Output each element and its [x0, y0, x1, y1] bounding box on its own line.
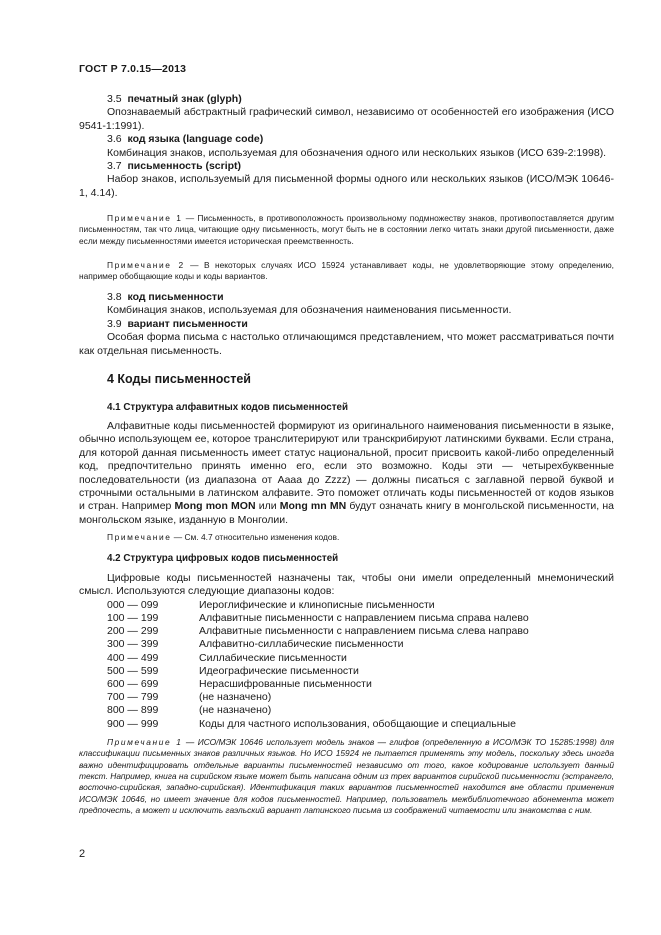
note-1: Примечание 1 — Письменность, в противоположность произвольному подмножеству знаков, противопоставляется другим письменностям, так что лица, читающие одну письменность, могут быть не в состоянии легко читать знаки другой письменности, даже если между письменностями имеется историческая преемственность.: [79, 213, 614, 246]
range-row: 300 — 399 Алфавитно-силлабические письменности: [107, 638, 404, 651]
section-4-heading: 4 Коды письменностей: [107, 372, 251, 386]
section-4-1: 4.1 Структура алфавитных кодов письменностей Алфавитные коды письменностей формируют из оригинального наименования письменности в языке, обычно использующем ее, которое транслитерируют или транскрибируют латинскими буквами. Если страна, для которой данная письменность имеет статус национальной, просит присвоить какой-либо определенный код, предпочтительно принять именно его, если это возможно. Коды эти — четырехбуквенные последовательности (из диапазона от Aaaa до Zzzz) — должны писаться с заглавной первой буквой и строчными остальными в латинском алфавите. Это поможет отличать коды письменностей от кодов языков и стран. Например Mong mon MON или Mong mn MN будут означать книгу в монгольской письменности, на монгольском языке, изданную в Монголии. Примечание — См. 4.7 относительно изменения кодов.: [79, 402, 614, 543]
range-row: 000 — 099 Иероглифические и клинописные письменности: [107, 598, 435, 611]
section-4-2-note: Примечание 1 — ИСО/МЭК 10646 использует модель знаков — глифов (определенную в ИСО/МЭК ТО 15285:1998) для классификации письменных знаков различных языков. Но ИСО 15924 не пытается применять эту модель, поскольку здесь иногда важно идентифицировать отдельные варианты письменностей независимо от того, какое кодирование использует данный текст. Например, книга на сирийском языке может быть написана одним из трех вариантов сирийской письменности (эстрангело, восточно-сирийская, западно-сирийская). Идентификация таких вариантов письменностей находится вне области применения ИСО/МЭК 10646, но имеет значение для кодов письменностей. Например, пользователь межбиблиотечного абонемента может предпочесть, а может и исключить гаэльский вариант латинского письма из соображений читаемости или знакомства с ним.: [79, 736, 614, 816]
term-definition: Опознаваемый абстрактный графический символ, независимо от особенностей его изображения: [107, 106, 585, 119]
range-row: 600 — 699 Нерасшифрованные письменности: [107, 678, 372, 691]
term-3-9: 3.9 вариант письменности: [107, 317, 248, 330]
term-3-5: 3.5 печатный знак (glyph): [107, 93, 242, 105]
term-definition: Комбинация знаков, используемая для обозначения одного или нескольких языков: [107, 146, 515, 159]
document-header: ГОСТ Р 7.0.15—2013: [79, 63, 187, 75]
range-row: 200 — 299 Алфавитные письменности с направлением письма слева направо: [107, 625, 529, 638]
range-row: 400 — 499 Силлабические письменности: [107, 651, 347, 664]
terms-block-2: 3.8 код письменности Комбинация знаков, используемая для обозначения наименования письменности. 3.9 вариант письменности Особая форма письма с настолько отличающимся представлением, что может рассматриваться почти как отдельная письменность.: [79, 291, 614, 357]
terms-block-1: 3.5 печатный знак (glyph) Опознаваемый абстрактный графический символ, независимо от особенностей его изображения (ИСО 9541-1:1991). 3.6 код языка (language code) Комбинация знаков, используемая для обозначения одного или нескольких языков (ИСО 639-2:1998). 3.7 письменность (script) Набор знаков, используемый для письменной формы одного или нескольких языков (ИСО/МЭК 10646-1, 4.14).: [79, 93, 614, 199]
term-3-6: 3.6 код языка (language code): [107, 133, 264, 146]
note-2: Примечание 2 — В некоторых случаях ИСО 15924 устанавливает коды, не удовлетворяющие этому определению, например обобщающие коды и коды вариантов.: [79, 260, 614, 282]
section-4-2: 4.2 Структура цифровых кодов письменностей Цифровые коды письменностей назначены так, чтобы они имели определенный мнемонический смысл. Используются следующие диапазоны кодов: 000 — 099 Иероглифические и клинописные письменности 100 — 199 Алфавитные письменности с направлением письма справа налево 200 — 299 Алфавитные письменности с направлением письма слева направо 300 — 399 Алфавитно-силлабические письменности 400 — 499 Силлабические письменности 500 — 599 Идеографические письменности 600 — 699 Нерасшифрованные письменности 700 — 799 (не назначено) 800 — 899 (не назначено) 900 — 999 Коды для частного использования, обобщающие и специальные Примечание 1 — ИСО/МЭК 10646 использует модель знаков — глифов (определенную в ИСО/МЭК ТО 15285:1998) для классификации письменных знаков различных языков. Но ИСО 15924 не пытается применять эту модель, поскольку здесь иногда важно идентифицировать отдельные варианты письменностей независимо от того, какое кодирование использует данный текст. Например, книга на сирийском языке может быть написана одним из трех вариантов сирийской письменности (эстрангело, восточно-сирийская, западно-сирийская). Идентификация таких вариантов письменностей находится вне области применения ИСО/МЭК 10646, но имеет значение для кодов письменностей. Например, пользователь межбиблиотечного абонемента может предпочесть, а может и исключить гаэльский вариант латинского письма из соображений читаемости или знакомства с ним.: [79, 553, 614, 816]
term-3-7: 3.7 письменность (script): [107, 160, 242, 173]
term-3-8: 3.8 код письменности: [107, 291, 224, 303]
page-number: 2: [79, 848, 86, 860]
range-row: 700 — 799 (не назначено): [107, 691, 272, 704]
range-row: 800 — 899 (не назначено): [107, 704, 272, 717]
code-ranges-list: [79, 599, 614, 731]
range-row: 100 — 199 Алфавитные письменности с направлением письма справа налево: [107, 612, 529, 625]
section-4-1-note: Примечание — См. 4.7 относительно изменения кодов.: [107, 532, 340, 543]
range-row: 900 — 999 Коды для частного использования, обобщающие и специальные: [107, 717, 516, 730]
range-row: 500 — 599 Идеографические письменности: [107, 664, 359, 677]
section-4-1-text: Алфавитные коды письменностей формируют из оригинального наименования письменности в языке, обычно использующем ее, которое транслитерируют или транскрибируют латинскими буквами. Если страна, для которой данная письменность имеет статус национальной, просит присвоить какой-либо определенный код, предпочтительно принять именно его, если это возможно. Коды эти — четырехбуквенные последовательности (из диапазона от Aaaa до Zzzz) — должны писаться с заглавной первой буквой и строчными остальными в латинском алфавите. Это поможет отличать коды письменностей от кодов языков и стран. Например Mong mon MON или Mong mn MN будут означать книгу в монгольской письменности, на монгольском языке, изданную в Монголии.: [79, 420, 614, 526]
term-definition: Набор знаков, используемый для письменной формы одного или нескольких языков: [107, 173, 524, 186]
